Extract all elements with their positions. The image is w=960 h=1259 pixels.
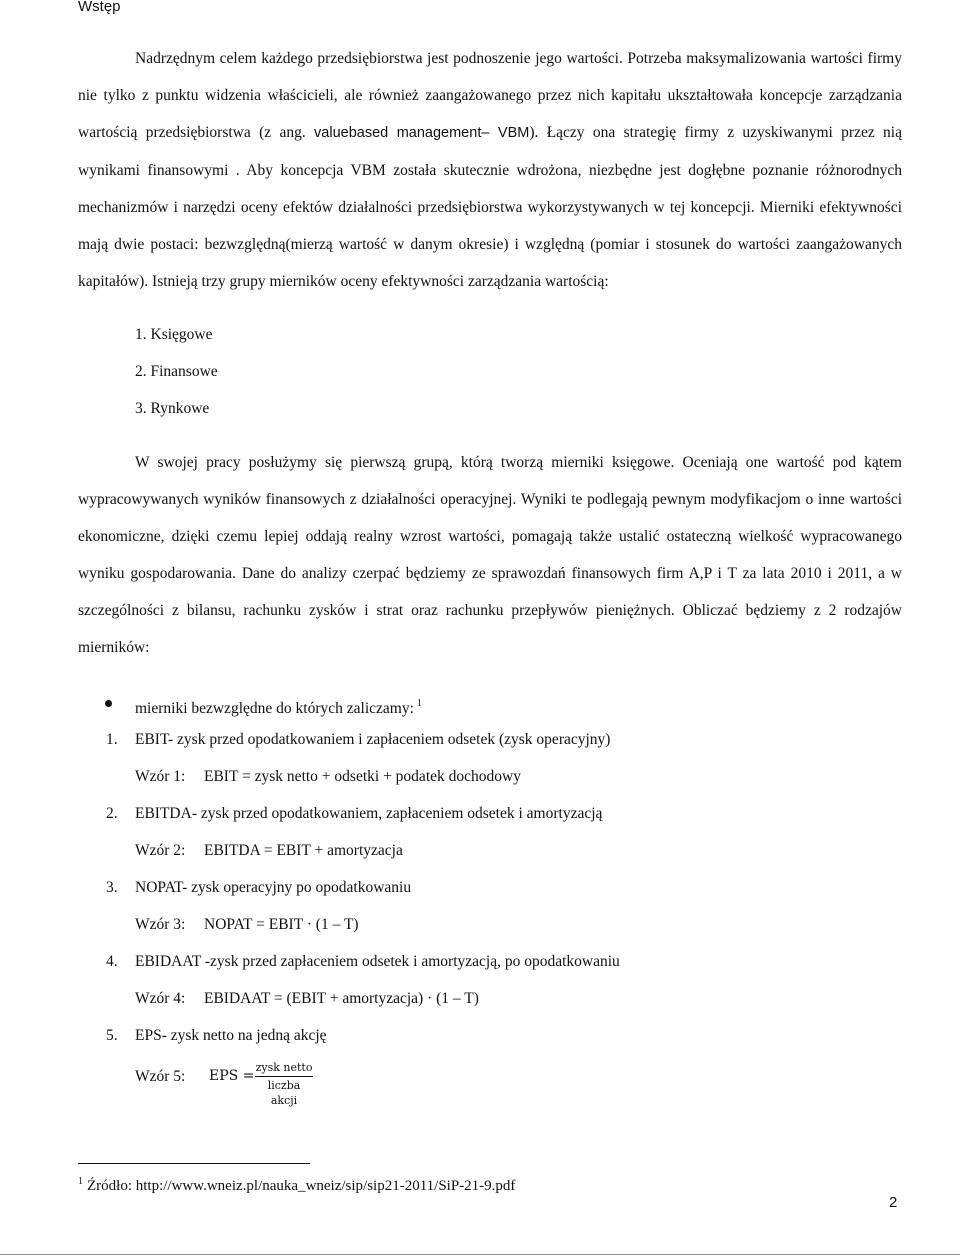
measure-number: 4. [106,953,118,970]
section-heading: Wstęp [78,0,121,15]
measure-item [78,721,902,758]
measure-text: EBIDAAT -zysk przed zapłaceniem odsetek i amortyzacją, po opodatkowaniu [135,953,620,970]
measure-groups-list [135,316,218,427]
footnote-separator [78,1163,310,1164]
formula-expression: EBIDAAT = (EBIT + amortyzacja) · (1 – T) [204,990,479,1007]
fraction [255,1060,313,1108]
formula-label: Wzór 4: [135,990,186,1007]
formula-expression: NOPAT = EBIT · (1 – T) [204,916,359,933]
second-paragraph: W swojej pracy posłużymy się pierwszą grupą, którą tworzą mierniki księgowe. Oceniają one wartość pod kątem wypracowywanych wyników finansowych z działalności operacyjnej. Wyniki te podlegają pewnym modyfikacjom o inne wartości ekonomiczne, dzięki czemu lepiej oddają realny wzrost wartości, pomagają także ustalić ostateczną wielkość wypracowanego wyniku gospodarowania. Dane do analizy czerpać będziemy ze sprawozdań finansowych firm A,P i T za lata 2010 i 2011, a w szczególności z bilansu, rachunku zysków i strat oraz rachunku przepływów pieniężnych. Obliczać będziemy z 2 rodzajów mierników: [78,454,902,656]
formula-expression: EBITDA = EBIT + amortyzacja [204,842,403,859]
measure-number: 5. [106,1027,118,1044]
intro-text-part2: ). Łączy ona strategię firmy z uzyskiwanymi przez nią wynikami finansowymi . Aby koncepcja VBM została skutecznie wdrożona, niezbędne jest dogłębne poznanie różnorodnych mechanizmów i narzędzi oceny efektów działalności przedsiębiorstwa wykorzystywanych w tej koncepcji. Mierniki efektywności mają dwie postaci: bezwzględną(mierzą wartość w danym okresie) i względną (pomiar i stosunek do wartości zaangażowanych kapitałów). Istnieją trzy grupy mierników oceny efektywności zarządzania wartością: [78,124,902,290]
formula-label: Wzór 2: [135,842,186,859]
formula-label: Wzór 3: [135,916,186,933]
vbm-term: valuebased management– VBM [314,125,530,141]
fraction-bar [255,1076,313,1077]
formula-label: Wzór 5: [135,1068,186,1085]
formula-expression: EBIT = zysk netto + odsetki + podatek dochodowy [204,768,521,785]
measure-text: EBITDA- zysk przed opodatkowaniem, zapłaceniem odsetek i amortyzacją [135,805,603,822]
page-bottom-divider [0,1254,960,1255]
bullet-text: mierniki bezwzględne do których zaliczamy: [135,700,414,717]
measure-number: 2. [106,805,118,822]
footnote [78,1176,515,1195]
page-number: 2 [889,1194,898,1211]
list-item: 3. Rynkowe [135,400,210,417]
list-item: 2. Finansowe [135,363,218,380]
measure-text: EBIT- zysk przed opodatkowaniem i zapłaceniem odsetek (zysk operacyjny) [135,731,611,748]
intro-paragraph [78,40,902,300]
measure-number: 3. [106,879,118,896]
measure-text: EPS- zysk netto na jedną akcję [135,1027,327,1044]
fraction-denominator: liczba akcji [267,1079,301,1107]
measure-item [78,869,902,906]
intro-text-part1: Nadrzędnym celem każdego przedsiębiorstwa jest podnoszenie jego wartości. Potrzeba maksymalizowania wartości firmy nie tylko z punktu widzenia właścicieli, ale również zaangażowanego przez nich kapitału ukształtowała koncepcje zarządzania wartością przedsiębiorstwa (z ang. [78,50,902,141]
measure-item [78,943,902,980]
footnote-text: Źródło: http://www.wneiz.pl/nauka_wneiz/sip/sip21-2011/SiP-21-9.pdf [87,1178,516,1194]
footnote-mark: 1 [78,1176,83,1187]
measure-text: NOPAT- zysk operacyjny po opodatkowaniu [135,879,412,896]
measure-item [78,795,902,832]
formula-label: Wzór 1: [135,768,186,785]
measure-item [78,1017,902,1054]
formula-lhs: EPS = [209,1068,255,1084]
formula-row [135,1058,435,1107]
fraction-numerator: zysk netto [255,1061,313,1074]
bullet-item [78,685,902,722]
bullet-icon [105,700,112,707]
measure-number: 1. [106,731,118,748]
list-item: 1. Księgowe [135,326,213,343]
footnote-reference: 1 [416,698,422,709]
